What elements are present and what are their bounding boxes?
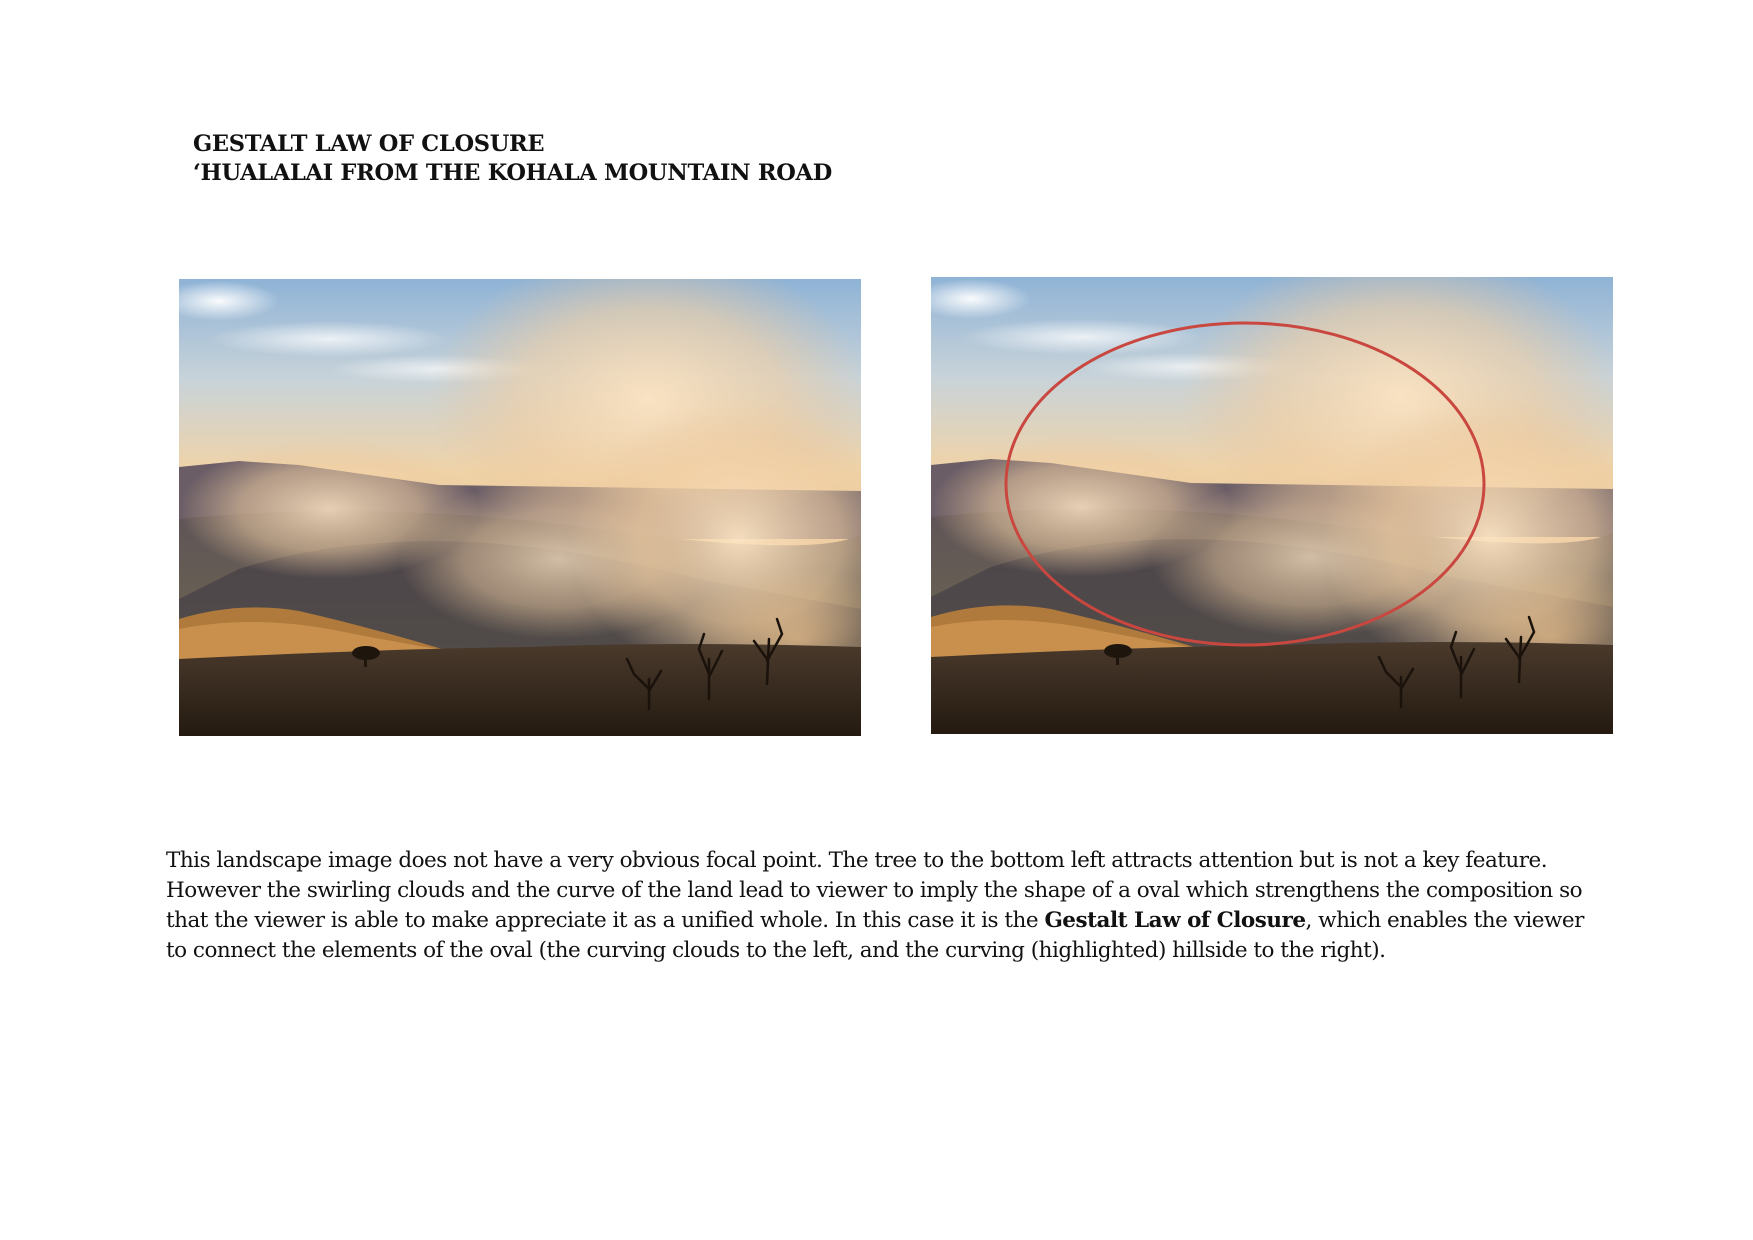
description-line xyxy=(166,906,1626,936)
description-line: This landscape image does not have a very obvious focal point. The tree to the bottom left attracts attention but is not a key feature. xyxy=(166,848,1548,873)
page-heading xyxy=(193,130,832,188)
description-line: to connect the elements of the oval (the curving clouds to the left, and the curving (highlighted) hillside to the right). xyxy=(166,938,1386,963)
closure-term: Gestalt Law of Closure xyxy=(1044,908,1306,933)
heading-title: GESTALT LAW OF CLOSURE xyxy=(193,131,545,157)
landscape-photo-icon xyxy=(179,279,861,736)
description-text: , which enables the viewer xyxy=(1305,908,1584,933)
description-text: that the viewer is able to make appreciate it as a unified whole. In this case it is the xyxy=(166,908,1045,933)
heading-subtitle: ‘HUALALAI FROM THE KOHALA MOUNTAIN ROAD xyxy=(193,160,832,186)
description-paragraph xyxy=(166,846,1626,966)
landscape-photo-annotated-icon xyxy=(931,277,1613,734)
description-line: However the swirling clouds and the curve of the land lead to viewer to imply the shape of a oval which strengthens the composition so xyxy=(166,878,1583,903)
